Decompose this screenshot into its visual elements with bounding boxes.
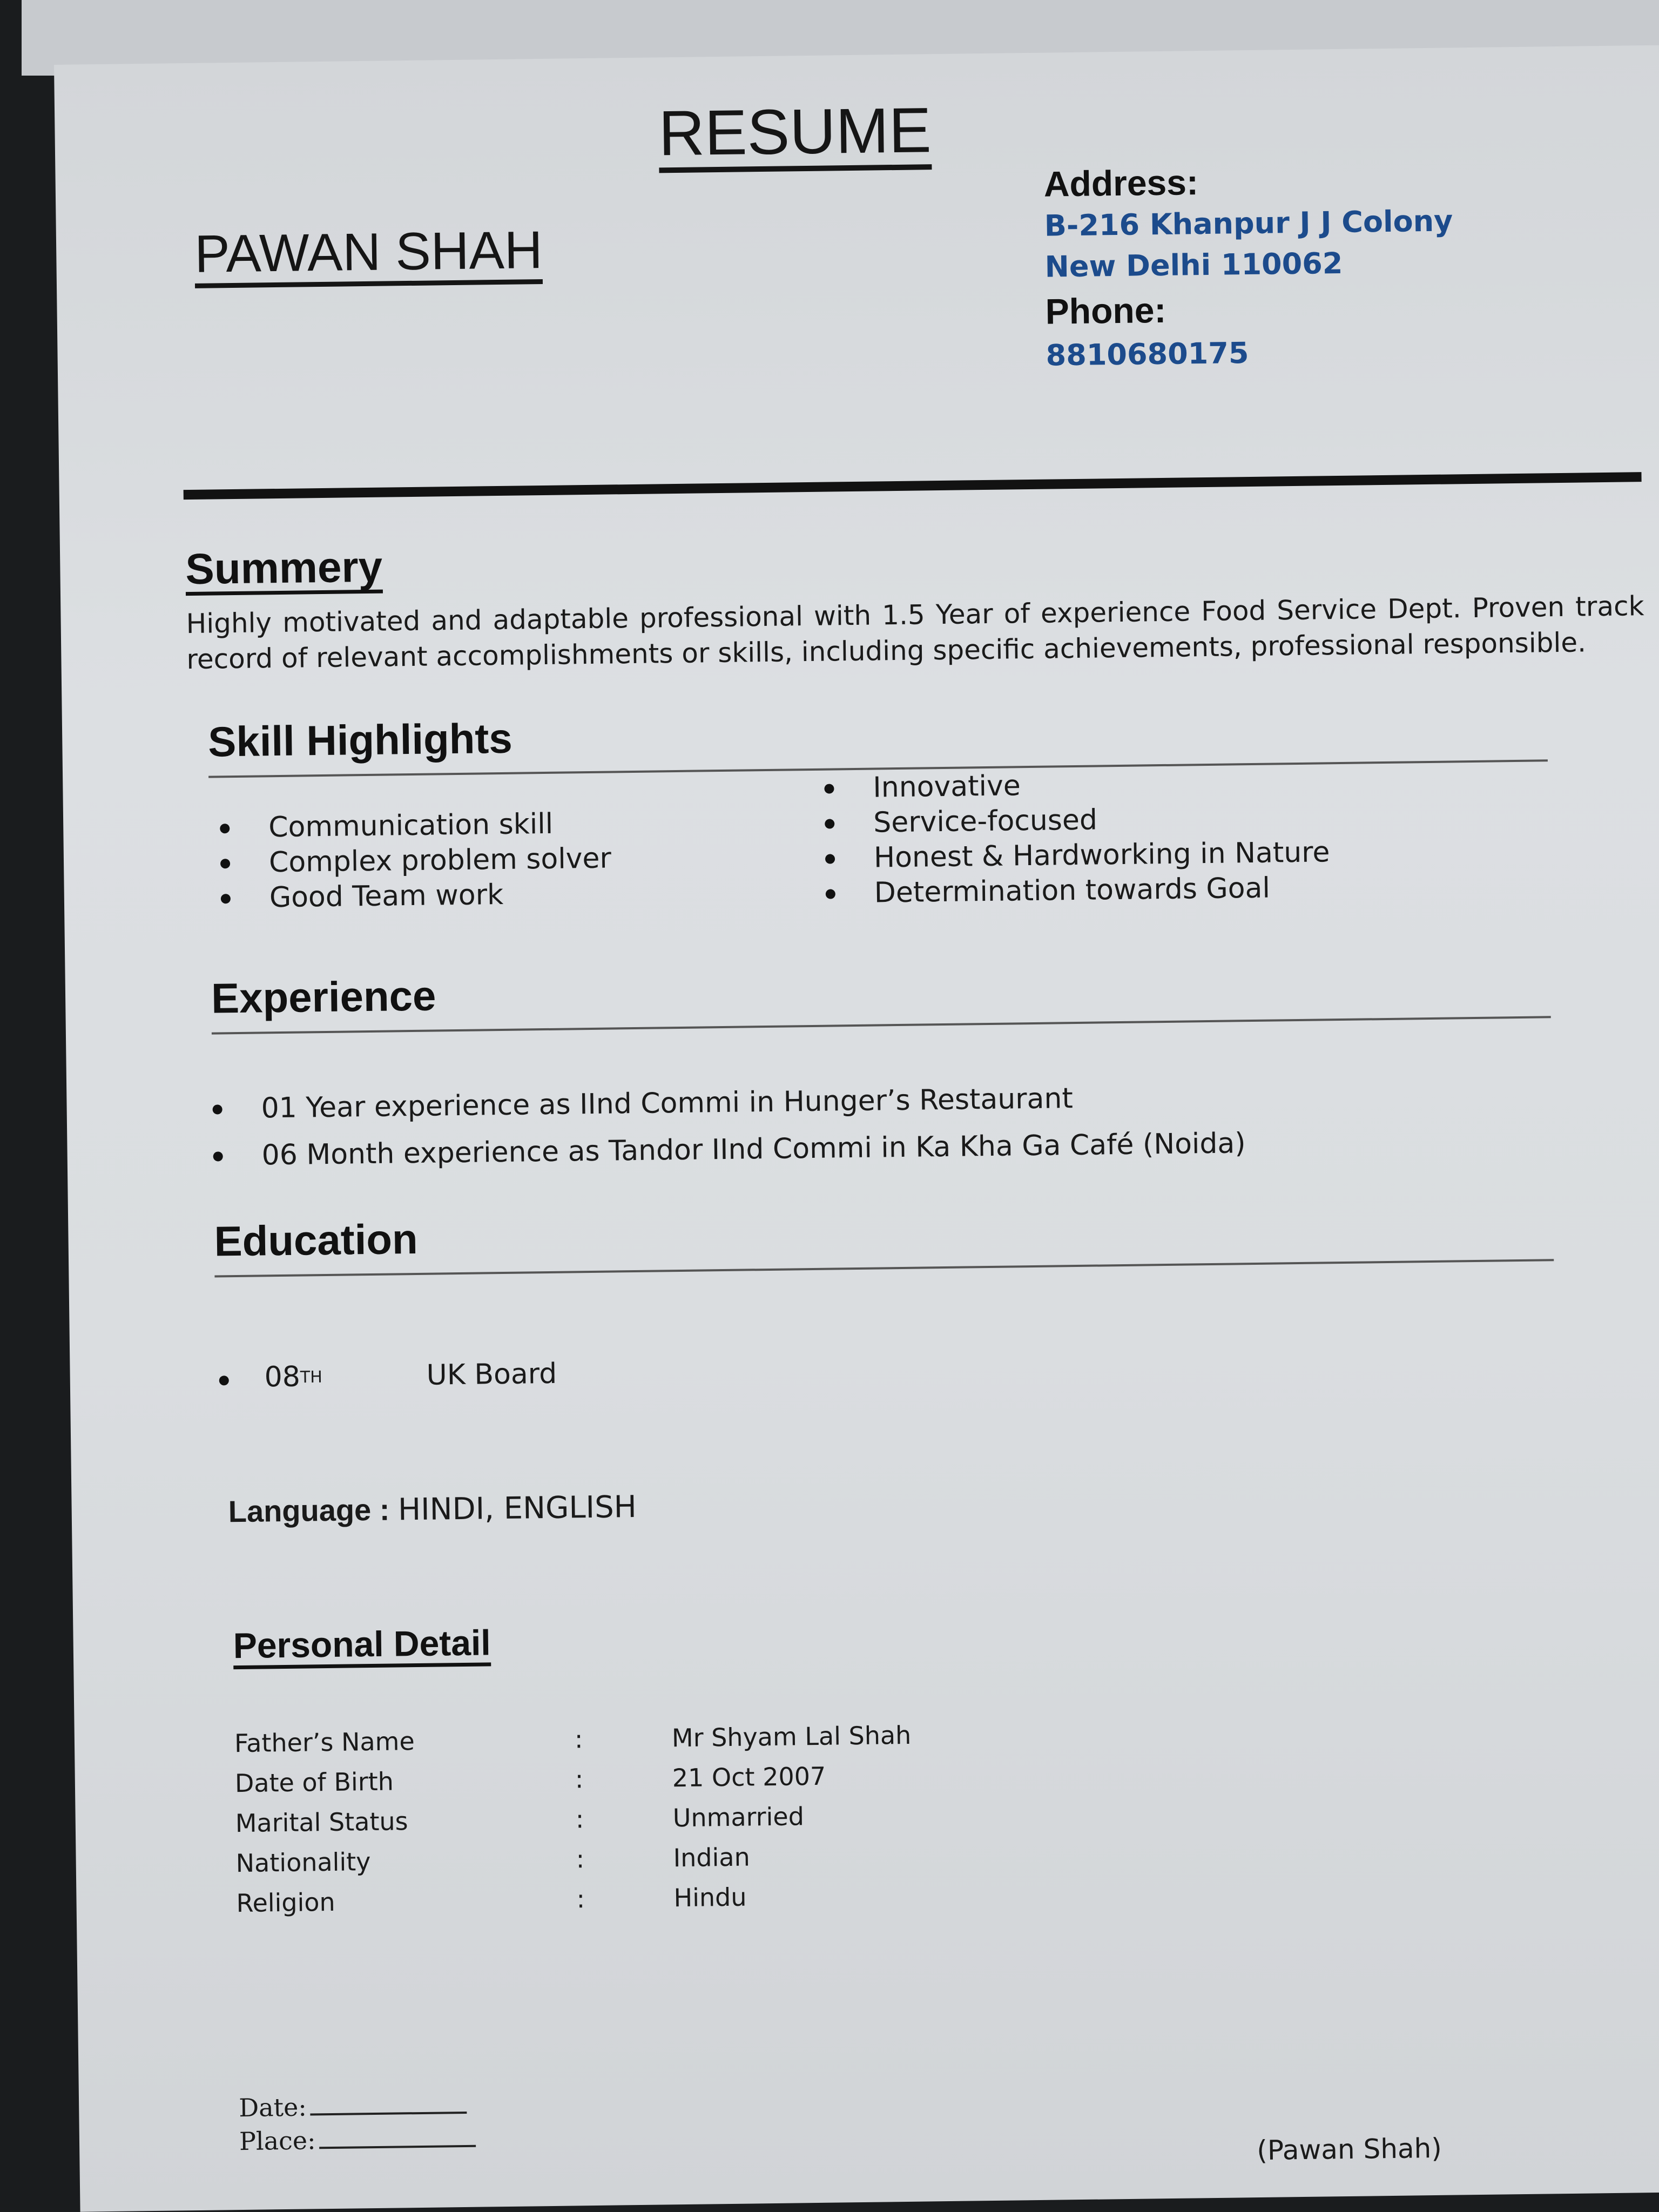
education-grade-suffix: TH [300, 1367, 323, 1387]
place-blank [319, 2143, 476, 2149]
summary-text: Highly motivated and adaptable professional with 1.5 Year of experience Food Service Dept. Proven track record of relevant accomplishments or skills, including specific achievements, professional responsible. [186, 590, 1644, 676]
detail-key: Marital Status [235, 1806, 408, 1838]
summary-heading: Summery [185, 544, 383, 596]
address-line-2: New Delhi 110062 [1044, 246, 1343, 284]
phone-number: 8810680175 [1046, 336, 1249, 373]
bullet-icon [221, 894, 231, 903]
bullet-icon [825, 854, 835, 864]
detail-value: Unmarried [672, 1802, 805, 1833]
detail-separator: : [576, 1844, 585, 1874]
bullet-icon [825, 819, 834, 828]
personal-details-table [234, 1718, 1101, 1945]
education-board: UK Board [426, 1357, 557, 1392]
list-item: Honest & Hardworking in Nature [874, 835, 1330, 875]
detail-separator: : [576, 1884, 585, 1914]
list-item: 06 Month experience as Tandor IInd Commi in Ka Kha Ga Café (Noida) [261, 1126, 1246, 1173]
bullet-icon [220, 859, 230, 868]
table-row [235, 1799, 1046, 1846]
bullet-icon [826, 889, 835, 899]
list-item: Innovative [873, 765, 1329, 805]
table-row [234, 1719, 1045, 1766]
place-line [239, 2124, 476, 2156]
bullet-icon [219, 1375, 229, 1385]
date-blank [310, 2109, 467, 2116]
list-item: Determination towards Goal [874, 870, 1330, 911]
detail-key: Father’s Name [234, 1727, 415, 1758]
list-item: Good Team work [269, 876, 612, 916]
detail-value: Mr Shyam Lal Shah [671, 1720, 912, 1753]
list-item: Service-focused [873, 800, 1330, 840]
detail-separator: : [574, 1724, 583, 1754]
skills-right-list [873, 765, 1331, 911]
candidate-name: PAWAN SHAH [194, 221, 543, 288]
language-line [228, 1489, 637, 1529]
detail-separator: : [575, 1804, 584, 1834]
bullet-icon [824, 784, 834, 793]
personal-heading: Personal Detail [233, 1623, 491, 1669]
date-label: Date: [238, 2092, 307, 2123]
address-label: Address: [1043, 162, 1199, 204]
education-item [264, 1357, 557, 1394]
bullet-icon [220, 824, 230, 833]
skills-left-list [268, 806, 612, 916]
detail-key: Date of Birth [234, 1766, 394, 1798]
education-grade: 08 [264, 1360, 301, 1394]
header-divider [184, 472, 1642, 500]
address-line-1: B-216 Khanpur J J Colony [1044, 204, 1453, 243]
list-item: 01 Year experience as IInd Commi in Hunger’s Restaurant [261, 1079, 1245, 1126]
experience-list [261, 1079, 1246, 1173]
table-row [235, 1759, 1046, 1806]
language-value: HINDI, ENGLISH [397, 1489, 637, 1528]
contact-block [1043, 161, 1454, 373]
phone-label: Phone: [1045, 289, 1166, 332]
experience-heading: Experience [211, 972, 436, 1022]
date-line [239, 2090, 467, 2122]
table-row [236, 1879, 1047, 1926]
detail-value: Hindu [673, 1882, 747, 1913]
detail-key: Religion [236, 1887, 335, 1918]
detail-value: 21 Oct 2007 [672, 1761, 826, 1793]
page-title: RESUME [658, 97, 932, 173]
bullet-icon [213, 1151, 223, 1161]
language-label: Language : [228, 1492, 390, 1529]
place-label: Place: [239, 2126, 316, 2156]
education-heading: Education [214, 1215, 419, 1265]
resume-page [54, 45, 1659, 2212]
detail-key: Nationality [235, 1847, 371, 1878]
bullet-icon [213, 1104, 222, 1114]
skills-heading: Skill Highlights [207, 714, 513, 766]
detail-value: Indian [673, 1842, 751, 1873]
table-row [235, 1839, 1046, 1886]
list-item: Complex problem solver [269, 841, 612, 881]
detail-separator: : [575, 1764, 584, 1794]
list-item: Communication skill [268, 806, 611, 846]
signature: (Pawan Shah) [1256, 2132, 1442, 2167]
